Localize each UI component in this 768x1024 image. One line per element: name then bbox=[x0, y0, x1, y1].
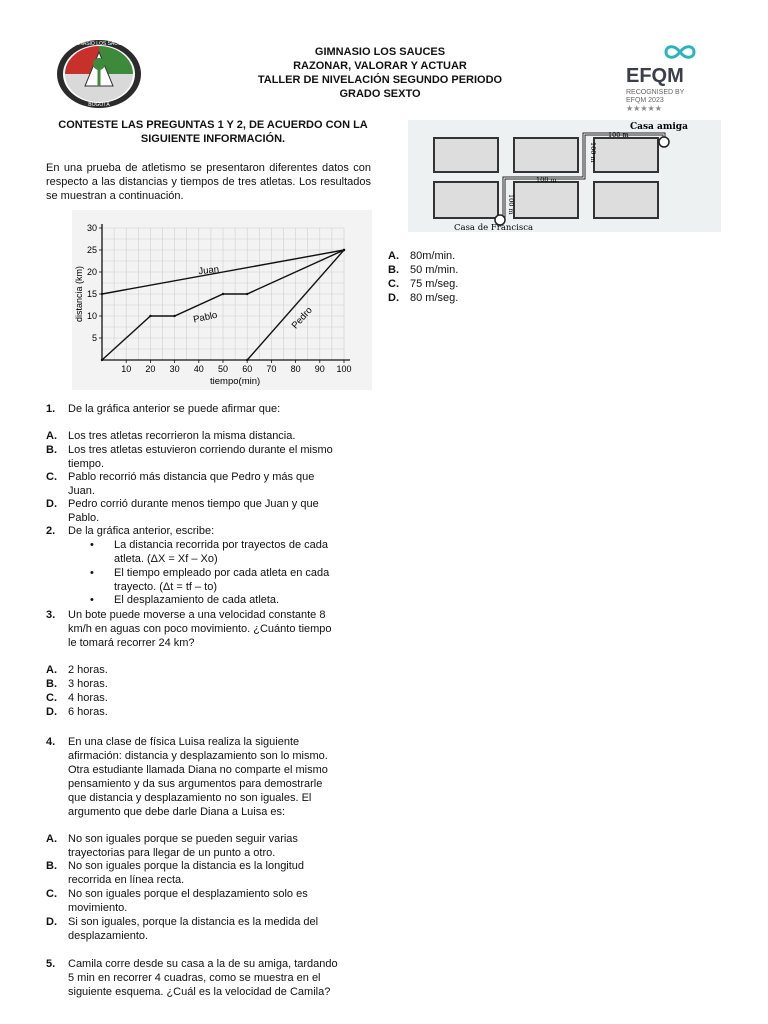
option-text: 80m/min. bbox=[410, 250, 456, 262]
data-point bbox=[246, 359, 248, 361]
q4-option-d[interactable] bbox=[46, 915, 376, 943]
question-number: 3. bbox=[46, 609, 56, 621]
option-text: desplazamiento. bbox=[68, 930, 149, 942]
y-tick-label: 15 bbox=[86, 289, 97, 299]
x-tick-label: 80 bbox=[290, 364, 301, 374]
question-text: Camila corre desde su casa a la de su amiga, tardando bbox=[68, 958, 338, 970]
option-label: D. bbox=[388, 292, 399, 304]
question-4 bbox=[46, 735, 376, 819]
q4-option-c[interactable] bbox=[46, 887, 376, 915]
question-2 bbox=[46, 524, 376, 538]
block bbox=[434, 138, 498, 172]
x-axis-label: tiempo(min) bbox=[210, 376, 261, 387]
chart-svg bbox=[72, 210, 372, 390]
data-point bbox=[173, 315, 175, 317]
q5-option-a[interactable] bbox=[388, 249, 588, 263]
option-label: C. bbox=[388, 278, 399, 290]
option-label: A. bbox=[388, 250, 399, 262]
segment-label: 100 m bbox=[608, 131, 629, 139]
segment-label: 100 m bbox=[589, 142, 597, 163]
q2-bullet bbox=[90, 538, 370, 566]
bullet-text: El desplazamiento de cada atleta. bbox=[114, 594, 280, 606]
q3-option-a[interactable] bbox=[46, 663, 246, 677]
x-tick-label: 30 bbox=[169, 364, 180, 374]
efqm-year: EFQM 2023 bbox=[626, 97, 664, 104]
option-label: D. bbox=[46, 916, 57, 928]
q1-option-a[interactable] bbox=[46, 429, 376, 443]
option-text: 2 horas. bbox=[68, 664, 108, 676]
bullet-dot: • bbox=[90, 539, 94, 551]
option-text: Pablo. bbox=[68, 512, 100, 524]
route-diagram bbox=[408, 120, 721, 232]
series-label: Juan bbox=[197, 264, 220, 278]
option-text: Juan. bbox=[68, 485, 95, 497]
option-text: trayectorias para llegar de un punto a otro. bbox=[68, 847, 276, 859]
option-text: 50 m/min. bbox=[410, 264, 459, 276]
y-tick-label: 25 bbox=[86, 245, 97, 255]
q5-option-c[interactable] bbox=[388, 277, 588, 291]
distance-time-chart bbox=[72, 210, 372, 390]
option-text: Los tres atletas estuvieron corriendo durante el mismo bbox=[68, 444, 333, 456]
option-text: No son iguales porque se pueden seguir varias bbox=[68, 833, 298, 845]
x-tick-label: 60 bbox=[242, 364, 253, 374]
school-motto: RAZONAR, VALORAR Y ACTUAR bbox=[293, 60, 467, 72]
question-text: De la gráfica anterior se puede afirmar que: bbox=[68, 403, 281, 415]
question-number: 1. bbox=[46, 403, 56, 415]
question-number: 5. bbox=[46, 958, 56, 970]
question-text: 5 min en recorrer 4 cuadras, como se muestra en el bbox=[68, 972, 321, 984]
question-text: De la gráfica anterior, escribe: bbox=[68, 525, 215, 537]
q5-option-b[interactable] bbox=[388, 263, 588, 277]
logo-top-text: GIMNASIO LOS SAUCES bbox=[69, 41, 129, 47]
block bbox=[434, 182, 498, 218]
question-text: Otra estudiante llamada Diana no comparte el mismo bbox=[68, 764, 328, 776]
question-3 bbox=[46, 608, 376, 650]
grade-label: GRADO SEXTO bbox=[339, 88, 421, 100]
option-label: C. bbox=[46, 888, 57, 900]
question-1 bbox=[46, 402, 376, 416]
x-tick-label: 20 bbox=[145, 364, 156, 374]
block bbox=[514, 138, 578, 172]
question-text: le tomará recorrer 24 km? bbox=[68, 637, 195, 649]
option-text: tiempo. bbox=[68, 458, 105, 470]
workshop-title: TALLER DE NIVELACIÓN SEGUNDO PERIODO bbox=[257, 74, 503, 86]
q1-option-c[interactable] bbox=[46, 470, 376, 498]
x-tick-label: 10 bbox=[121, 364, 132, 374]
option-text: movimiento. bbox=[68, 902, 128, 914]
data-point bbox=[343, 249, 345, 251]
instruction-line2: SIGUIENTE INFORMACIÓN. bbox=[140, 133, 286, 145]
question-number: 2. bbox=[46, 525, 56, 537]
option-label: B. bbox=[46, 678, 57, 690]
option-text: 6 horas. bbox=[68, 706, 108, 718]
y-axis-label: distancia (km) bbox=[74, 265, 84, 323]
option-text: Pedro corrió durante menos tiempo que Juan y que bbox=[68, 498, 319, 510]
bullet-text: La distancia recorrida por trayectos de cada bbox=[114, 539, 329, 551]
block bbox=[594, 138, 658, 172]
x-tick-label: 40 bbox=[193, 364, 204, 374]
question-5 bbox=[46, 957, 376, 999]
question-text: siguiente esquema. ¿Cuál es la velocidad de Camila? bbox=[68, 986, 331, 998]
efqm-brand: EFQM bbox=[626, 65, 684, 87]
q4-option-a[interactable] bbox=[46, 832, 376, 860]
data-point bbox=[149, 315, 151, 317]
option-label: B. bbox=[46, 444, 57, 456]
x-tick-label: 70 bbox=[266, 364, 277, 374]
option-text: Los tres atletas recorrieron la misma distancia. bbox=[68, 430, 296, 442]
efqm-stars: ★★★★★ bbox=[626, 104, 662, 112]
y-tick-label: 30 bbox=[86, 223, 97, 233]
block bbox=[594, 182, 658, 218]
q1-option-d[interactable] bbox=[46, 497, 376, 525]
option-text: 80 m/seg. bbox=[410, 292, 459, 304]
question-text: pensamiento y da sus argumentos para demostrarle bbox=[68, 778, 323, 790]
q3-option-c[interactable] bbox=[46, 691, 246, 705]
segment-label: 100 m bbox=[536, 176, 557, 184]
bullet-text: atleta. (ΔX = Xf – Xo) bbox=[114, 553, 218, 565]
option-label: C. bbox=[46, 471, 57, 483]
efqm-recognised: RECOGNISED BY bbox=[626, 89, 685, 96]
bullet-text: trayecto. (Δt = tf – to) bbox=[114, 581, 218, 593]
intro-paragraph: En una prueba de atletismo se presentaron diferentes datos con respecto a las distancias y tiempos de tres atletas. Los resultados se muestran a continuación. bbox=[46, 162, 371, 202]
q3-option-b[interactable] bbox=[46, 677, 246, 691]
segment-label: 100 m bbox=[507, 194, 515, 215]
instruction-line1: CONTESTE LAS PREGUNTAS 1 Y 2, DE ACUERDO CON LA bbox=[58, 119, 368, 131]
option-text: recorrida en línea recta. bbox=[68, 874, 185, 886]
bullet-text: El tiempo empleado por cada atleta en cada bbox=[114, 567, 330, 579]
instruction bbox=[48, 118, 378, 146]
data-point bbox=[246, 293, 248, 295]
y-tick-label: 10 bbox=[86, 311, 97, 321]
option-text: No son iguales porque la distancia es la longitud bbox=[68, 860, 305, 872]
start-label: Casa de Francisca bbox=[454, 223, 534, 232]
option-label: D. bbox=[46, 498, 57, 510]
data-point bbox=[101, 293, 103, 295]
map-title: Casa amiga bbox=[630, 122, 688, 132]
option-text: Si son iguales, porque la distancia es la medida del bbox=[68, 916, 319, 928]
document-header bbox=[230, 45, 530, 101]
block bbox=[514, 182, 578, 218]
option-label: A. bbox=[46, 430, 57, 442]
end-point bbox=[659, 137, 669, 147]
option-label: D. bbox=[46, 706, 57, 718]
bullet-dot: • bbox=[90, 567, 94, 579]
question-text: argumento que debe darle Diana a Luisa es: bbox=[68, 806, 286, 818]
option-label: B. bbox=[388, 264, 399, 276]
data-point bbox=[222, 293, 224, 295]
option-text: No son iguales porque el desplazamiento solo es bbox=[68, 888, 308, 900]
y-tick-label: 20 bbox=[86, 267, 97, 277]
x-tick-label: 100 bbox=[336, 364, 352, 374]
q4-option-b[interactable] bbox=[46, 859, 376, 887]
option-text: 75 m/seg. bbox=[410, 278, 459, 290]
q2-bullet bbox=[90, 566, 370, 594]
series-label: Pablo bbox=[192, 309, 219, 326]
x-tick-label: 50 bbox=[217, 364, 229, 374]
question-text: km/h en aguas con poco movimiento. ¿Cuánto tiempo bbox=[68, 623, 332, 635]
logo-bottom-text: BOGOTÁ bbox=[88, 102, 110, 108]
option-text: 3 horas. bbox=[68, 678, 108, 690]
option-text: 4 horas. bbox=[68, 692, 108, 704]
q3-option-d[interactable] bbox=[46, 705, 246, 719]
question-text: En una clase de física Luisa realiza la siguiente bbox=[68, 736, 300, 748]
y-tick-label: 5 bbox=[91, 333, 97, 343]
question-text: Un bote puede moverse a una velocidad constante 8 bbox=[68, 609, 326, 621]
option-label: A. bbox=[46, 664, 57, 676]
q5-option-d[interactable] bbox=[388, 291, 588, 305]
option-label: C. bbox=[46, 692, 57, 704]
question-text: que distancia y desplazamiento no son iguales. El bbox=[68, 792, 312, 804]
data-point bbox=[101, 359, 103, 361]
option-label: A. bbox=[46, 833, 57, 845]
bullet-dot: • bbox=[90, 594, 94, 606]
option-text: Pablo recorrió más distancia que Pedro y más que bbox=[68, 471, 315, 483]
school-name: GIMNASIO LOS SAUCES bbox=[314, 46, 446, 58]
question-number: 4. bbox=[46, 736, 56, 748]
efqm-logo bbox=[622, 42, 712, 112]
q1-option-b[interactable] bbox=[46, 443, 376, 471]
option-label: B. bbox=[46, 860, 57, 872]
q2-bullet bbox=[90, 593, 370, 607]
school-logo bbox=[55, 38, 145, 110]
question-text: afirmación: distancia y desplazamiento son lo mismo. bbox=[68, 750, 328, 762]
series-label: Pedro bbox=[289, 305, 315, 332]
x-tick-label: 90 bbox=[314, 364, 325, 374]
